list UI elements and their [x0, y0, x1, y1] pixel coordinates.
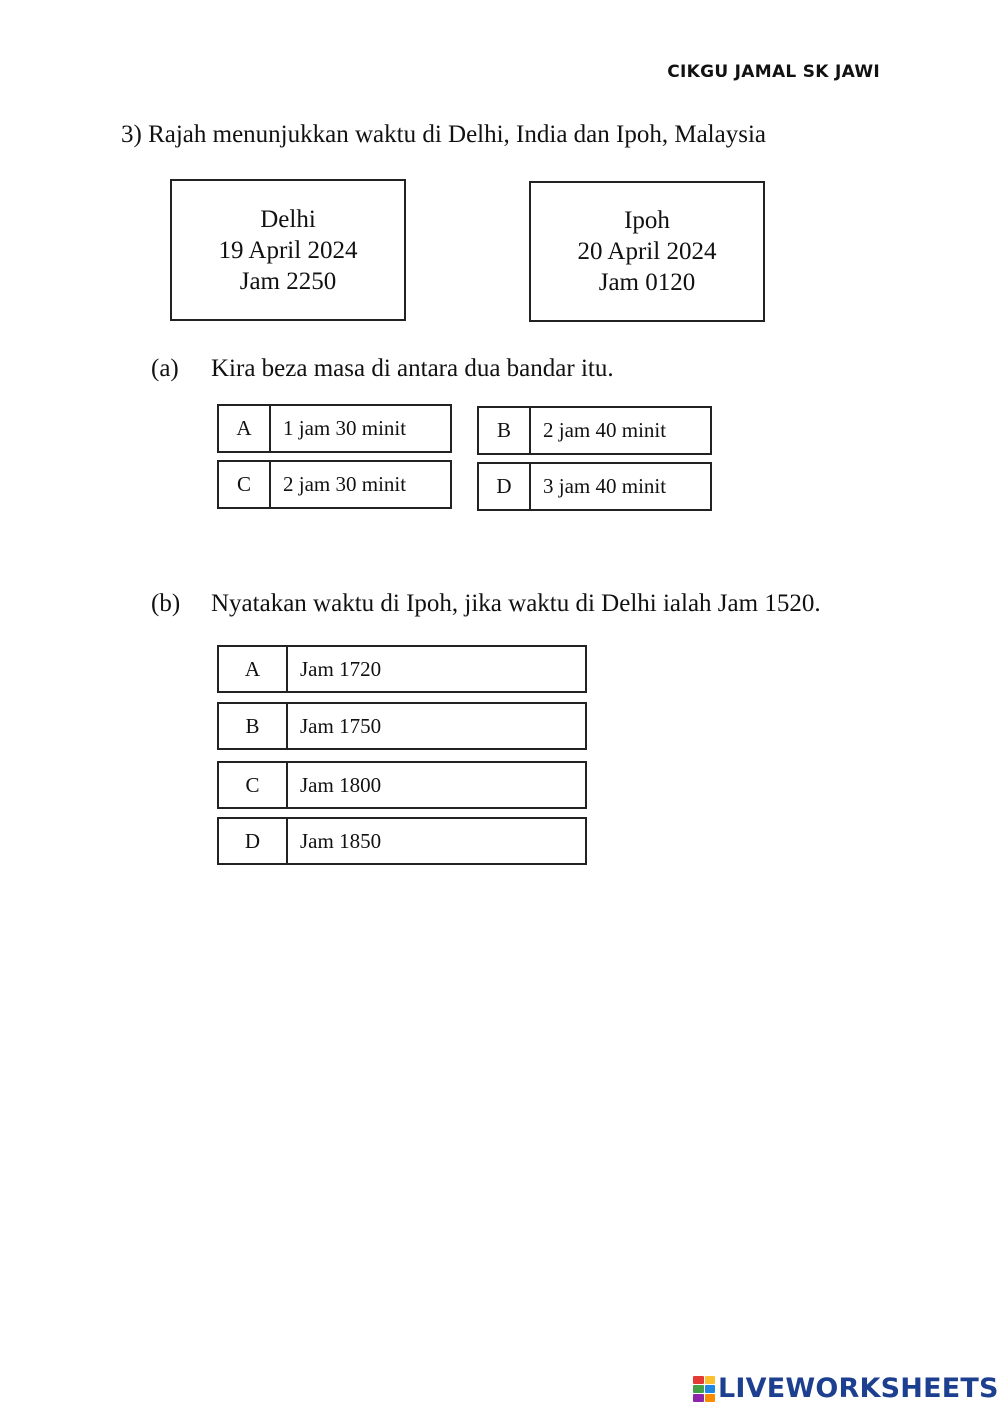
- logo-text: LIVEWORKSHEETS: [718, 1373, 999, 1404]
- option-letter: D: [219, 819, 288, 863]
- author-header: CIKGU JAMAL SK JAWI: [667, 62, 880, 82]
- part-b-text: Nyatakan waktu di Ipoh, jika waktu di Delhi ialah Jam 1520.: [211, 590, 821, 617]
- option-a-part-b[interactable]: [217, 645, 587, 693]
- option-c-part-b[interactable]: [217, 761, 587, 809]
- option-d-part-a[interactable]: [477, 462, 712, 511]
- option-value: Jam 1720: [300, 656, 382, 681]
- option-letter: A: [219, 406, 271, 451]
- option-c-part-a[interactable]: [217, 460, 452, 509]
- option-value: Jam 1800: [300, 772, 382, 797]
- city-time: Jam 0120: [598, 269, 696, 296]
- city-box-delhi: [170, 179, 406, 321]
- option-value: 2 jam 30 minit: [283, 472, 407, 496]
- city-box-ipoh: [529, 181, 765, 322]
- option-letter: B: [219, 704, 288, 748]
- question-text: 3) Rajah menunjukkan waktu di Delhi, India dan Ipoh, Malaysia: [121, 121, 766, 148]
- city-time: Jam 2250: [239, 267, 337, 295]
- city-date: 19 April 2024: [218, 236, 358, 264]
- liveworksheets-logo-icon: [693, 1376, 715, 1402]
- option-value: 1 jam 30 minit: [283, 416, 407, 440]
- city-name: Delhi: [260, 205, 316, 233]
- option-value: 2 jam 40 minit: [543, 418, 667, 442]
- option-b-part-b[interactable]: [217, 702, 587, 750]
- option-letter: C: [219, 462, 271, 507]
- option-value: Jam 1850: [300, 828, 382, 853]
- liveworksheets-logo[interactable]: [693, 1373, 999, 1404]
- option-letter: C: [219, 763, 288, 807]
- part-a-text: Kira beza masa di antara dua bandar itu.: [211, 355, 614, 382]
- option-letter: B: [479, 408, 531, 453]
- part-b-label: (b): [151, 590, 181, 617]
- option-letter: A: [219, 647, 288, 691]
- option-a-part-a[interactable]: [217, 404, 452, 453]
- option-b-part-a[interactable]: [477, 406, 712, 455]
- city-name: Ipoh: [624, 207, 670, 234]
- option-value: Jam 1750: [300, 713, 382, 738]
- option-value: 3 jam 40 minit: [543, 474, 667, 498]
- option-d-part-b[interactable]: [217, 817, 587, 865]
- part-a-label: (a): [151, 355, 179, 382]
- option-letter: D: [479, 464, 531, 509]
- city-date: 20 April 2024: [577, 238, 717, 265]
